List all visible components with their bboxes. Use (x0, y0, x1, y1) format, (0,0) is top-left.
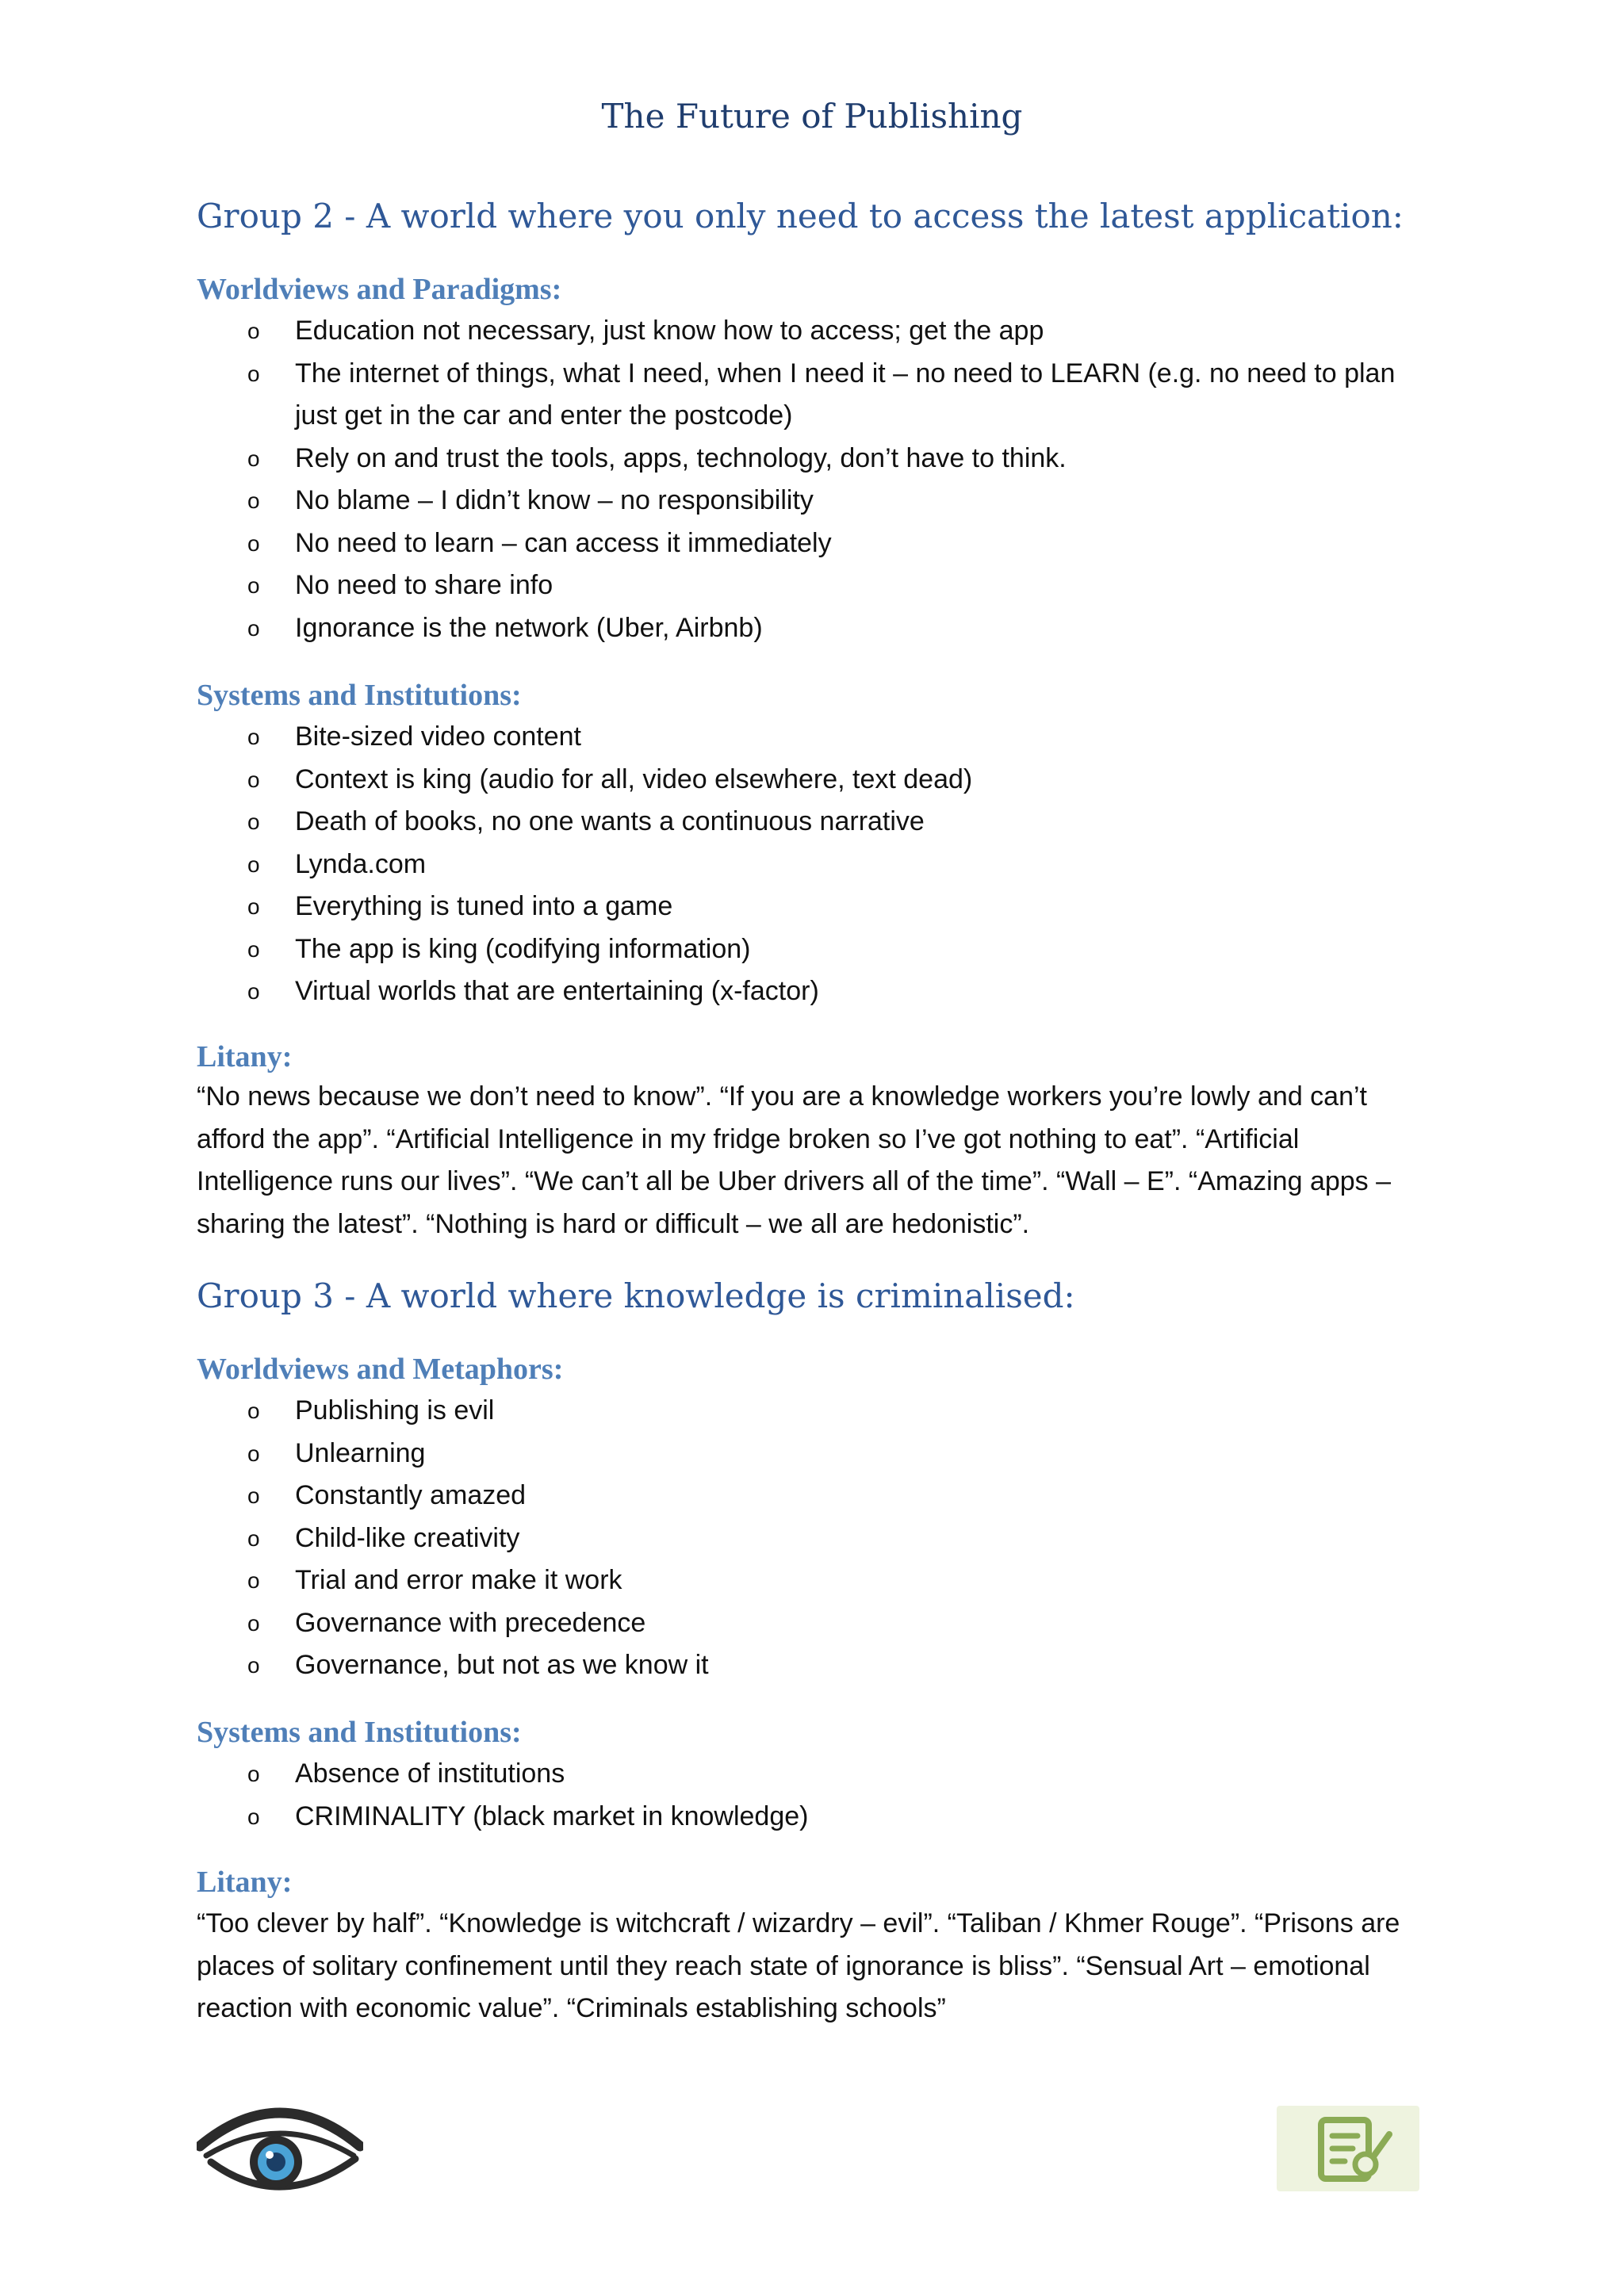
list-item-text: Governance with precedence (295, 1607, 646, 1638)
list-item-text: No blame – I didn’t know – no responsibility (295, 485, 814, 515)
list-item-text: No need to share info (295, 570, 553, 600)
list-item-text: Child-like creativity (295, 1522, 520, 1553)
list-item (197, 1390, 1434, 1433)
bullet-icon: o (247, 446, 260, 471)
group3-heading: Group 3 - A world where knowledge is criminalised: (197, 1276, 1075, 1315)
list-item-text: Bite-sized video content (295, 721, 581, 752)
group2-worldviews-heading: Worldviews and Paradigms: (197, 273, 562, 306)
list-item-text: Death of books, no one wants a continuous narrative (295, 806, 925, 836)
list-item-text: Lynda.com (295, 848, 427, 879)
group2-heading: Group 2 - A world where you only need to access the latest application: (197, 197, 1404, 235)
bullet-icon: o (247, 488, 260, 513)
list-item (197, 1517, 1434, 1560)
bullet-icon: o (247, 725, 260, 749)
group3-litany-heading: Litany: (197, 1866, 293, 1899)
list-item (197, 522, 1434, 565)
group2-litany-text: “No news because we don’t need to know”. “If you are a knowledge workers you’re lowly and can’t afford the app”. “Artificial Intelligence in my fridge broken so I’ve got nothing to eat”. “Artificial Intelligence runs our lives”. “We can’t all be Uber drivers all of the time”. “Wall – E”. “Amazing apps – sharing the latest”. “Nothing is hard or difficult – we all are hedonistic”. (197, 1081, 1392, 1239)
list-item (197, 1796, 1434, 1839)
bullet-icon: o (247, 851, 260, 877)
list-item (197, 1475, 1434, 1517)
group2-systems-heading: Systems and Institutions: (197, 679, 522, 712)
document-edit-icon (1277, 2106, 1419, 2191)
list-item (197, 801, 1434, 844)
group3-litany-text: “Too clever by half”. “Knowledge is witchcraft / wizardry – evil”. “Taliban / Khmer Rouge”. “Prisons are places of solitary confinement until they reach state of ignorance is bliss”. “Sensual Art – emotional reaction with economic value”. “Criminals establishing schools” (197, 1908, 1400, 2023)
bullet-icon: o (247, 1804, 260, 1829)
list-item-text: Ignorance is the network (Uber, Airbnb) (295, 612, 763, 643)
eye-logo-icon (197, 2097, 363, 2200)
list-item-text: Trial and error make it work (295, 1565, 622, 1595)
list-item-text: Education not necessary, just know how to access; get the app (295, 316, 1044, 346)
list-item-text: CRIMINALITY (black market in knowledge) (295, 1800, 809, 1831)
bullet-icon: o (247, 1525, 260, 1551)
bullet-icon: o (247, 615, 260, 641)
list-item-text: Rely on and trust the tools, apps, technology, don’t have to think. (295, 442, 1067, 473)
list-item (197, 438, 1434, 480)
list-item-text: No need to learn – can access it immediately (295, 527, 832, 558)
bullet-icon: o (247, 936, 260, 962)
list-item (197, 886, 1434, 928)
list-item (197, 310, 1434, 353)
bullet-icon: o (247, 1610, 260, 1636)
group3-worldviews-list (197, 1390, 1434, 1687)
list-item-text: Absence of institutions (295, 1758, 565, 1789)
bullet-icon: o (247, 319, 260, 343)
list-item (197, 607, 1434, 650)
list-item-text: Governance, but not as we know it (295, 1650, 709, 1680)
group2-systems-list (197, 716, 1434, 1013)
group2-litany-heading: Litany: (197, 1040, 293, 1073)
document-edit-logo (1277, 2106, 1419, 2191)
list-item (197, 716, 1434, 759)
document-title: The Future of Publishing (601, 97, 1023, 136)
group3-systems-heading: Systems and Institutions: (197, 1716, 522, 1749)
bullet-icon: o (247, 809, 260, 834)
list-item (197, 480, 1434, 522)
list-item (197, 970, 1434, 1013)
list-item (197, 564, 1434, 607)
list-item (197, 353, 1434, 438)
bullet-icon: o (247, 894, 260, 919)
list-item-text: Virtual worlds that are entertaining (x-factor) (295, 976, 819, 1006)
bullet-icon: o (247, 1483, 260, 1508)
list-item-text: Unlearning (295, 1437, 426, 1468)
list-item-text: Constantly amazed (295, 1480, 527, 1510)
list-item-text: The internet of things, what I need, when I need it – no need to LEARN (e.g. no need to plan just get in the car and enter the postcode) (295, 358, 1396, 430)
list-item (197, 928, 1434, 971)
list-item-text: Everything is tuned into a game (295, 891, 673, 921)
bullet-icon: o (247, 979, 260, 1004)
group3-systems-list (197, 1753, 1434, 1838)
bullet-icon: o (247, 1762, 260, 1786)
list-item-text: The app is king (codifying information) (295, 933, 751, 964)
list-item-text: Publishing is evil (295, 1395, 495, 1425)
list-item (197, 1753, 1434, 1796)
list-item-text: Context is king (audio for all, video elsewhere, text dead) (295, 763, 973, 794)
list-item (197, 844, 1434, 886)
list-item (197, 1644, 1434, 1687)
bullet-icon: o (247, 1568, 260, 1593)
bullet-icon: o (247, 1653, 260, 1678)
list-item (197, 759, 1434, 802)
bullet-icon: o (247, 573, 260, 598)
bullet-icon: o (247, 1399, 260, 1423)
bullet-icon: o (247, 361, 260, 386)
group2-worldviews-list (197, 310, 1434, 649)
bullet-icon: o (247, 767, 260, 792)
list-item (197, 1433, 1434, 1475)
list-item (197, 1559, 1434, 1602)
bullet-icon: o (247, 1441, 260, 1466)
list-item (197, 1602, 1434, 1645)
bullet-icon: o (247, 530, 260, 556)
group3-worldviews-heading: Worldviews and Metaphors: (197, 1353, 564, 1386)
